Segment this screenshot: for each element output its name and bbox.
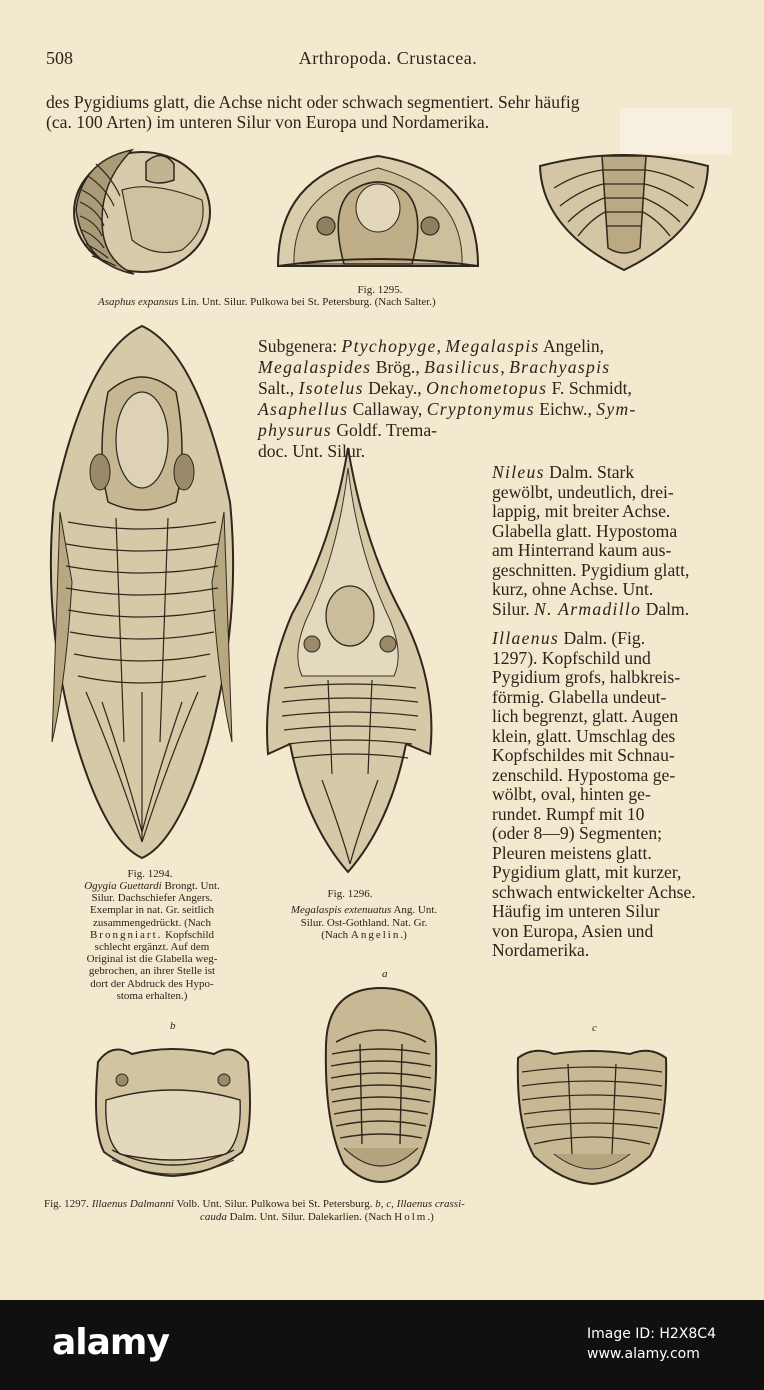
fig1296-caption-line — [248, 904, 480, 917]
illaenus-segment: rundet. Rumpf mit 10 — [492, 803, 645, 824]
subgenera-line — [258, 441, 365, 461]
fig1296-image — [262, 444, 466, 876]
illaenus-segment: Pygidium glatt, mit kurzer, — [492, 862, 682, 882]
fig1296-caption-segment: (Nach — [321, 929, 351, 941]
illaenus-segment: lich begrenzt, glatt. Augen — [492, 706, 679, 726]
fig1294-label: Fig. 1294. — [127, 868, 173, 880]
subgenera-segment: Sym- — [596, 399, 637, 419]
nileus-segment: Silur. — [492, 598, 535, 619]
illaenus-line — [492, 823, 662, 843]
subgenera-segment: Onchometopus — [426, 378, 548, 398]
illaenus-line — [492, 765, 675, 785]
illaenus-segment: Kopfschildes mit Schnau- — [492, 745, 675, 765]
fig1297c-image — [514, 1044, 670, 1186]
nileus-segment: Nileus — [492, 462, 545, 482]
fig1296-label: Fig. 1296. — [327, 888, 373, 900]
fig1294-caption-segment: Exemplar in nat. Gr. seitlich — [89, 904, 215, 917]
fig1297-caption-segment: Fig. 1297. — [44, 1198, 92, 1210]
fig1296-caption-line — [248, 917, 480, 930]
illaenus-segment: wölbt, oval, hinten ge- — [492, 784, 651, 804]
stock-logo: alamy — [52, 1322, 169, 1363]
fig1294-caption-line — [38, 880, 266, 893]
page-header — [46, 48, 730, 72]
subgenera-segment: Basilicus — [424, 357, 501, 377]
illaenus-segment: Dalm. (Fig. — [559, 628, 646, 648]
illaenus-segment: Pleuren meistens glatt. — [492, 842, 652, 863]
subgenera-segment: F. Schmidt, — [547, 378, 632, 398]
stock-photo-bar — [0, 1300, 764, 1390]
subgenera-segment: Eichw., — [534, 399, 597, 419]
fig1294-caption-line — [38, 978, 266, 991]
subgenera-segment: Brög., — [371, 357, 425, 377]
illaenus-line — [492, 648, 651, 668]
fig1296-caption-segment: Silur. Ost-Gothland. Nat. Gr. — [300, 916, 428, 929]
fig1297-caption-segment: Dalm. Unt. Silur. Dalekarlien. (Nach — [226, 1211, 395, 1223]
illaenus-line — [492, 706, 678, 726]
running-title: Arthropoda. Crustacea. — [298, 48, 478, 68]
subgenera-segment: Megalaspides — [258, 357, 372, 377]
illaenus-line — [492, 745, 675, 765]
illaenus-line — [492, 843, 652, 863]
fig1294-caption-line — [38, 990, 266, 1003]
fig1297-caption-segment: cauda — [200, 1211, 227, 1223]
nileus-line — [492, 521, 677, 541]
fig1297-letter-c: c — [592, 1022, 597, 1034]
fig1294-caption-segment: dort der Abdruck des Hypo- — [90, 977, 214, 990]
subgenera-line — [258, 378, 632, 398]
subgenera-segment: Ptychopyge — [341, 336, 437, 356]
page-number: 508 — [46, 48, 73, 68]
subgenera-segment: Asaphellus — [258, 399, 349, 419]
fig1297-caption-segment: Illaenus Dalmanni — [91, 1198, 174, 1210]
fig1297-caption-line-1 — [44, 1198, 465, 1211]
subgenera-segment: Subgenera: — [258, 336, 342, 356]
fig1297-caption-segment: Volb. Unt. Silur. Pulkowa bei St. Petersburg. — [173, 1198, 376, 1210]
nileus-line — [492, 540, 671, 560]
illaenus-line — [492, 921, 653, 941]
nileus-segment: gewölbt, undeutlich, drei- — [492, 481, 674, 502]
fig1294-caption-segment: Silur. Dachschiefer Angers. — [91, 892, 213, 905]
fig1294-caption-line — [38, 929, 266, 942]
illaenus-line — [492, 667, 680, 687]
fig1295-caption — [98, 296, 436, 309]
nileus-segment: Dalm. Stark — [544, 462, 635, 482]
fig1294-caption-line — [38, 917, 266, 930]
illaenus-line — [492, 804, 644, 824]
subgenera-segment: Goldf. Trema- — [331, 420, 438, 440]
subgenera-segment: Salt., — [258, 378, 299, 398]
fig1294-caption-segment: Original ist die Glabella weg- — [86, 953, 218, 966]
fig1296-caption-segment: Ang. Unt. — [391, 904, 438, 916]
fig1296-caption-segment: Angelin — [350, 929, 401, 941]
fig1295-label: Fig. 1295. — [357, 284, 403, 296]
fig1296-caption-segment: .) — [400, 929, 407, 941]
illaenus-segment: von Europa, Asien und — [492, 920, 654, 941]
nileus-segment: Glabella glatt. Hypostoma — [492, 520, 678, 541]
illaenus-segment: förmig. Glabella undeut- — [492, 686, 667, 707]
fig1294-caption-segment: schlecht ergänzt. Auf dem — [94, 941, 210, 953]
illaenus-line — [492, 862, 681, 882]
subgenera-segment: , — [436, 336, 446, 356]
subgenera-line — [258, 399, 637, 419]
illaenus-segment: Illaenus — [492, 628, 560, 648]
fig1297-caption-segment: b, c, Illaenus crassi- — [375, 1198, 465, 1210]
fig1294-caption-segment: gebrochen, an ihrer Stelle ist — [88, 965, 216, 978]
fig1294-caption-segment: zusammengedrückt. (Nach — [93, 916, 211, 929]
fig1294-caption-line — [38, 892, 266, 905]
fig1295-species: Asaphus expansus — [98, 296, 179, 308]
intro-line-2: (ca. 100 Arten) im unteren Silur von Europa und Nordamerika. — [46, 112, 490, 132]
fig1295-image-pygidium — [536, 148, 712, 274]
nileus-line — [492, 579, 653, 599]
illaenus-segment: Pygidium grofs, halbkreis- — [492, 667, 681, 687]
illaenus-line — [492, 940, 589, 960]
subgenera-segment: Cryptonymus — [426, 399, 535, 419]
nileus-segment: N. Armadillo — [534, 598, 642, 619]
subgenera-segment: Angelin, — [539, 336, 605, 356]
fig1294-caption-segment: Brongniart. — [89, 928, 163, 941]
fig1294-caption-line — [38, 904, 266, 917]
nileus-line — [492, 599, 689, 619]
subgenera-segment: Dekay., — [363, 378, 427, 398]
fig1297a-image — [322, 984, 440, 1184]
subgenera-segment: physurus — [258, 420, 332, 440]
fig1294-caption-segment: Brongt. Unt. — [161, 880, 220, 892]
subgenera-segment: Brachyaspis — [509, 357, 611, 377]
fig1295-caption-rest: Lin. Unt. Silur. Pulkowa bei St. Petersburg. (Nach Salter.) — [178, 296, 436, 308]
nileus-line — [492, 482, 674, 502]
illaenus-segment: Nordamerika. — [492, 940, 590, 960]
subgenera-segment: Callaway, — [348, 399, 427, 419]
illaenus-line — [492, 687, 666, 707]
fig1296-caption-segment: Megalaspis extenuatus — [290, 904, 392, 916]
subgenera-segment: Isotelus — [298, 378, 364, 398]
fig1294-caption-line — [38, 953, 266, 966]
stock-image-id — [587, 1324, 716, 1364]
fig1294-image — [46, 322, 238, 862]
nileus-segment: Dalm. — [641, 598, 690, 619]
illaenus-segment: klein, glatt. Umschlag des — [492, 725, 676, 746]
nileus-line — [492, 501, 670, 521]
illaenus-line — [492, 882, 696, 902]
fig1294-caption-line — [38, 965, 266, 978]
subgenera-segment: , — [500, 357, 510, 377]
fig1297b-image — [92, 1040, 254, 1180]
fig1294-caption-line — [38, 941, 266, 954]
nileus-segment: lappig, mit breiter Achse. — [492, 501, 671, 521]
fig1295-image-side — [62, 140, 214, 282]
fig1297-caption-segment: .) — [427, 1211, 434, 1223]
illaenus-segment: schwach entwickelter Achse. — [492, 881, 696, 902]
stock-image-id-label: Image ID: H2X8C4 — [587, 1326, 716, 1342]
nileus-line — [492, 462, 634, 482]
illaenus-segment: Häufig im unteren Silur — [492, 901, 660, 921]
fig1294-caption-segment: Kopfschild — [162, 928, 215, 941]
stock-site: www.alamy.com — [587, 1346, 700, 1362]
subgenera-line — [258, 336, 604, 356]
illaenus-line — [492, 901, 660, 921]
nileus-segment: am Hinterrand kaum aus- — [492, 540, 672, 560]
nileus-line — [492, 560, 689, 580]
illaenus-line — [492, 784, 651, 804]
illaenus-line — [492, 726, 675, 746]
nileus-segment: geschnitten. Pygidium glatt, — [492, 559, 690, 580]
illaenus-line — [492, 628, 645, 648]
illaenus-segment: (oder 8—9) Segmenten; — [492, 823, 663, 843]
fig1295-image-front — [274, 152, 482, 274]
subgenera-segment: Megalaspis — [445, 336, 540, 356]
illaenus-segment: zenschild. Hypostoma ge- — [492, 764, 676, 785]
fig1296-caption-line — [248, 929, 480, 942]
fig1294-caption-segment: Ogygia Guettardi — [84, 880, 162, 892]
intro-line-1: des Pygidiums glatt, die Achse nicht oder schwach segmentiert. Sehr häufig — [46, 92, 580, 112]
subgenera-line — [258, 420, 437, 440]
subgenera-segment: doc. Unt. Silur. — [258, 441, 366, 461]
fig1297-letter-b: b — [170, 1020, 176, 1032]
illaenus-segment: 1297). Kopfschild und — [492, 647, 651, 668]
nileus-segment: kurz, ohne Achse. Unt. — [492, 579, 654, 599]
subgenera-line — [258, 357, 610, 377]
fig1297-caption-line-2 — [200, 1211, 434, 1224]
fig1294-caption-segment: stoma erhalten.) — [116, 989, 188, 1002]
fig1297-letter-a: a — [382, 968, 388, 980]
fig1297-caption-segment: Holm — [394, 1211, 428, 1223]
